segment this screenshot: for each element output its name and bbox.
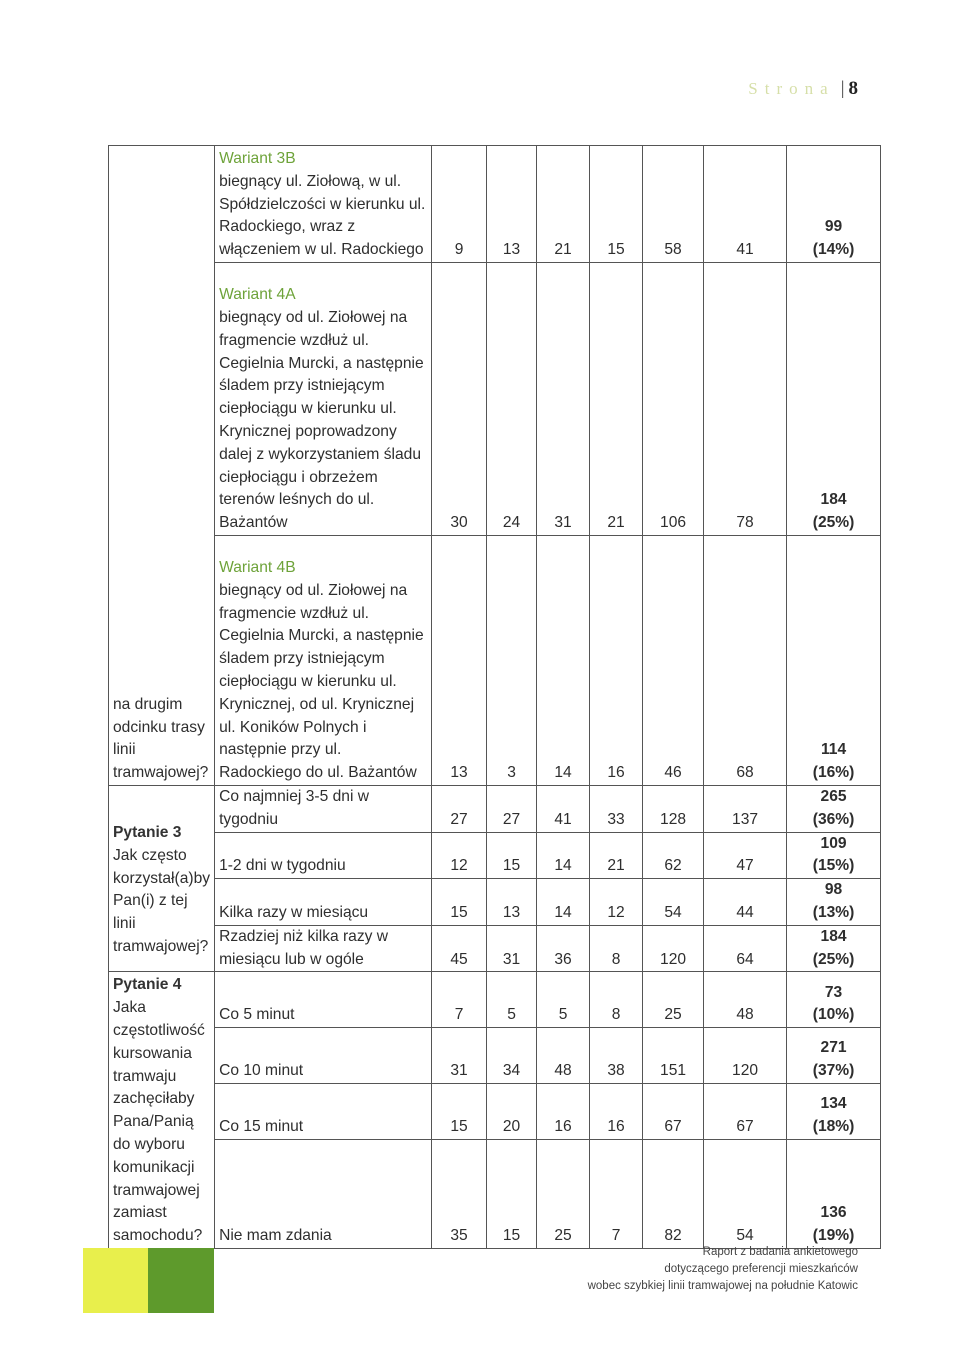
total-count: 136 xyxy=(820,1204,847,1222)
total-percent: (25%) xyxy=(812,514,855,532)
value-cell: 7 xyxy=(432,972,487,1028)
row-label: Rzadziej niż kilka razy w miesiącu lub w ogóle xyxy=(215,925,432,972)
total-count: 98 xyxy=(824,881,843,899)
total-percent: (13%) xyxy=(812,903,855,921)
value-cell: 12 xyxy=(590,879,643,926)
value-cell: 128 xyxy=(643,786,704,833)
table-row xyxy=(109,925,881,972)
total-cell xyxy=(787,1028,881,1084)
total-cell xyxy=(787,1084,881,1140)
value-cell: 5 xyxy=(537,972,590,1028)
total-percent: (18%) xyxy=(812,1118,855,1136)
value-cell: 47 xyxy=(704,832,787,879)
survey-table xyxy=(108,145,881,1249)
table-row xyxy=(109,263,881,536)
value-cell: 62 xyxy=(643,832,704,879)
question-2-cell xyxy=(109,146,215,786)
total-count: 265 xyxy=(820,788,847,805)
row-label xyxy=(215,536,432,786)
question-4-text: Jaka częstotliwość kursowania tramwaju zachęciłaby Pana/Panią do wyboru komunikacji tramwajowej zamiast samochodu? xyxy=(113,999,205,1245)
value-cell: 15 xyxy=(487,1139,537,1248)
header-label: Strona xyxy=(748,79,835,98)
table-row xyxy=(109,879,881,926)
table-row xyxy=(109,536,881,786)
value-cell: 13 xyxy=(487,146,537,263)
value-cell: 67 xyxy=(643,1084,704,1140)
value-cell: 137 xyxy=(704,786,787,833)
value-cell: 38 xyxy=(590,1028,643,1084)
value-cell: 36 xyxy=(537,925,590,972)
row-label: Co najmniej 3-5 dni w tygodniu xyxy=(215,786,432,833)
table-row xyxy=(109,1084,881,1140)
value-cell: 45 xyxy=(432,925,487,972)
value-cell: 7 xyxy=(590,1139,643,1248)
variant-title: Wariant 4B xyxy=(219,559,296,577)
row-label: Co 5 minut xyxy=(215,972,432,1028)
color-swatch-dark xyxy=(148,1248,214,1313)
value-cell: 8 xyxy=(590,972,643,1028)
value-cell: 5 xyxy=(487,972,537,1028)
value-cell: 31 xyxy=(537,263,590,536)
question-4-title: Pytanie 4 xyxy=(113,976,182,994)
total-cell xyxy=(787,879,881,926)
variant-description: biegnący ul. Ziołową, w ul. Spółdzielczości w kierunku ul. Radockiego, wraz z włączeniem w ul. Radockiego xyxy=(219,172,426,259)
value-cell: 15 xyxy=(590,146,643,263)
value-cell: 120 xyxy=(643,925,704,972)
total-count: 271 xyxy=(820,1039,847,1057)
value-cell: 16 xyxy=(590,536,643,786)
value-cell: 54 xyxy=(704,1139,787,1248)
total-cell xyxy=(787,1139,881,1248)
value-cell: 106 xyxy=(643,263,704,536)
total-cell xyxy=(787,832,881,879)
value-cell: 25 xyxy=(537,1139,590,1248)
row-label: 1-2 dni w tygodniu xyxy=(215,832,432,879)
total-cell xyxy=(787,972,881,1028)
value-cell: 44 xyxy=(704,879,787,926)
question-3-text: Jak często korzystał(a)by Pan(i) z tej linii tramwajowej? xyxy=(113,846,211,955)
value-cell: 24 xyxy=(487,263,537,536)
row-label: Co 10 minut xyxy=(215,1028,432,1084)
total-percent: (36%) xyxy=(812,810,855,828)
question-4-cell xyxy=(109,972,215,1249)
variant-title: Wariant 4A xyxy=(219,286,296,304)
total-percent: (37%) xyxy=(812,1062,855,1080)
report-footer xyxy=(588,1244,858,1295)
value-cell: 14 xyxy=(537,879,590,926)
header-separator: | xyxy=(840,78,845,99)
value-cell: 21 xyxy=(590,263,643,536)
value-cell: 46 xyxy=(643,536,704,786)
table-row xyxy=(109,832,881,879)
value-cell: 31 xyxy=(432,1028,487,1084)
value-cell: 16 xyxy=(590,1084,643,1140)
page-number: 8 xyxy=(848,78,858,99)
value-cell: 58 xyxy=(643,146,704,263)
row-label: Co 15 minut xyxy=(215,1084,432,1140)
total-cell xyxy=(787,146,881,263)
color-swatch-light xyxy=(83,1248,148,1313)
value-cell: 33 xyxy=(590,786,643,833)
page-header xyxy=(748,78,858,100)
value-cell: 35 xyxy=(432,1139,487,1248)
value-cell: 78 xyxy=(704,263,787,536)
total-percent: (15%) xyxy=(812,857,855,875)
value-cell: 8 xyxy=(590,925,643,972)
total-count: 114 xyxy=(820,741,847,759)
variant-description: biegnący od ul. Ziołowej na fragmencie wzdłuż ul. Cegielnia Murcki, a następnie śladem przy istniejącym ciepłociągu w kierunku ul. Krynicznej poprowadzony dalej z wykorzystaniem śladu ciepłociągu i obrzeżem terenów leśnych do ul. Bażantów xyxy=(219,309,424,532)
value-cell: 67 xyxy=(704,1084,787,1140)
row-label xyxy=(215,146,432,263)
value-cell: 48 xyxy=(537,1028,590,1084)
row-label: Nie mam zdania xyxy=(215,1139,432,1248)
value-cell: 20 xyxy=(487,1084,537,1140)
value-cell: 27 xyxy=(487,786,537,833)
value-cell: 41 xyxy=(704,146,787,263)
total-cell xyxy=(787,263,881,536)
value-cell: 31 xyxy=(487,925,537,972)
question-2-text: na drugim odcinku trasy linii tramwajowej? xyxy=(113,695,209,782)
table-row xyxy=(109,1028,881,1084)
variant-description: biegnący od ul. Ziołowej na fragmencie wzdłuż ul. Cegielnia Murcki, a następnie śladem przy istniejącym ciepłociągu w kierunku ul. Krynicznej, od ul. Krynicznej ul. Koników Polnych i następnie przy ul. Radockiego do ul. Bażantów xyxy=(219,581,424,782)
question-3-title: Pytanie 3 xyxy=(113,824,182,841)
total-cell xyxy=(787,925,881,972)
value-cell: 64 xyxy=(704,925,787,972)
variant-title: Wariant 3B xyxy=(219,150,296,168)
value-cell: 82 xyxy=(643,1139,704,1248)
value-cell: 25 xyxy=(643,972,704,1028)
footer-line: Raport z badania ankietowego xyxy=(702,1246,858,1258)
value-cell: 48 xyxy=(704,972,787,1028)
row-label: Kilka razy w miesiącu xyxy=(215,879,432,926)
row-label xyxy=(215,263,432,536)
value-cell: 68 xyxy=(704,536,787,786)
value-cell: 9 xyxy=(432,146,487,263)
total-percent: (16%) xyxy=(812,764,855,782)
value-cell: 151 xyxy=(643,1028,704,1084)
total-count: 184 xyxy=(820,927,847,945)
value-cell: 12 xyxy=(432,832,487,879)
value-cell: 13 xyxy=(432,536,487,786)
value-cell: 21 xyxy=(590,832,643,879)
table-row xyxy=(109,1139,881,1248)
value-cell: 54 xyxy=(643,879,704,926)
value-cell: 16 xyxy=(537,1084,590,1140)
value-cell: 15 xyxy=(432,879,487,926)
total-percent: (10%) xyxy=(812,1006,855,1024)
total-percent: (25%) xyxy=(812,950,855,968)
value-cell: 15 xyxy=(487,832,537,879)
value-cell: 14 xyxy=(537,536,590,786)
value-cell: 3 xyxy=(487,536,537,786)
table-row xyxy=(109,972,881,1028)
total-percent: (14%) xyxy=(812,241,855,259)
value-cell: 30 xyxy=(432,263,487,536)
value-cell: 14 xyxy=(537,832,590,879)
value-cell: 27 xyxy=(432,786,487,833)
value-cell: 13 xyxy=(487,879,537,926)
question-3-cell xyxy=(109,786,215,972)
value-cell: 21 xyxy=(537,146,590,263)
total-count: 73 xyxy=(824,983,843,1001)
value-cell: 120 xyxy=(704,1028,787,1084)
value-cell: 15 xyxy=(432,1084,487,1140)
value-cell: 34 xyxy=(487,1028,537,1084)
total-cell xyxy=(787,536,881,786)
table-row xyxy=(109,146,881,263)
total-count: 99 xyxy=(824,218,843,236)
total-count: 109 xyxy=(820,834,847,852)
total-cell xyxy=(787,786,881,833)
footer-line: wobec szybkiej linii tramwajowej na południe Katowic xyxy=(587,1280,858,1292)
footer-line: dotyczącego preferencji mieszkańców xyxy=(664,1263,858,1275)
total-count: 134 xyxy=(820,1095,847,1113)
total-count: 184 xyxy=(820,491,847,509)
value-cell: 41 xyxy=(537,786,590,833)
total-percent: (19%) xyxy=(812,1227,855,1245)
table-row xyxy=(109,786,881,833)
